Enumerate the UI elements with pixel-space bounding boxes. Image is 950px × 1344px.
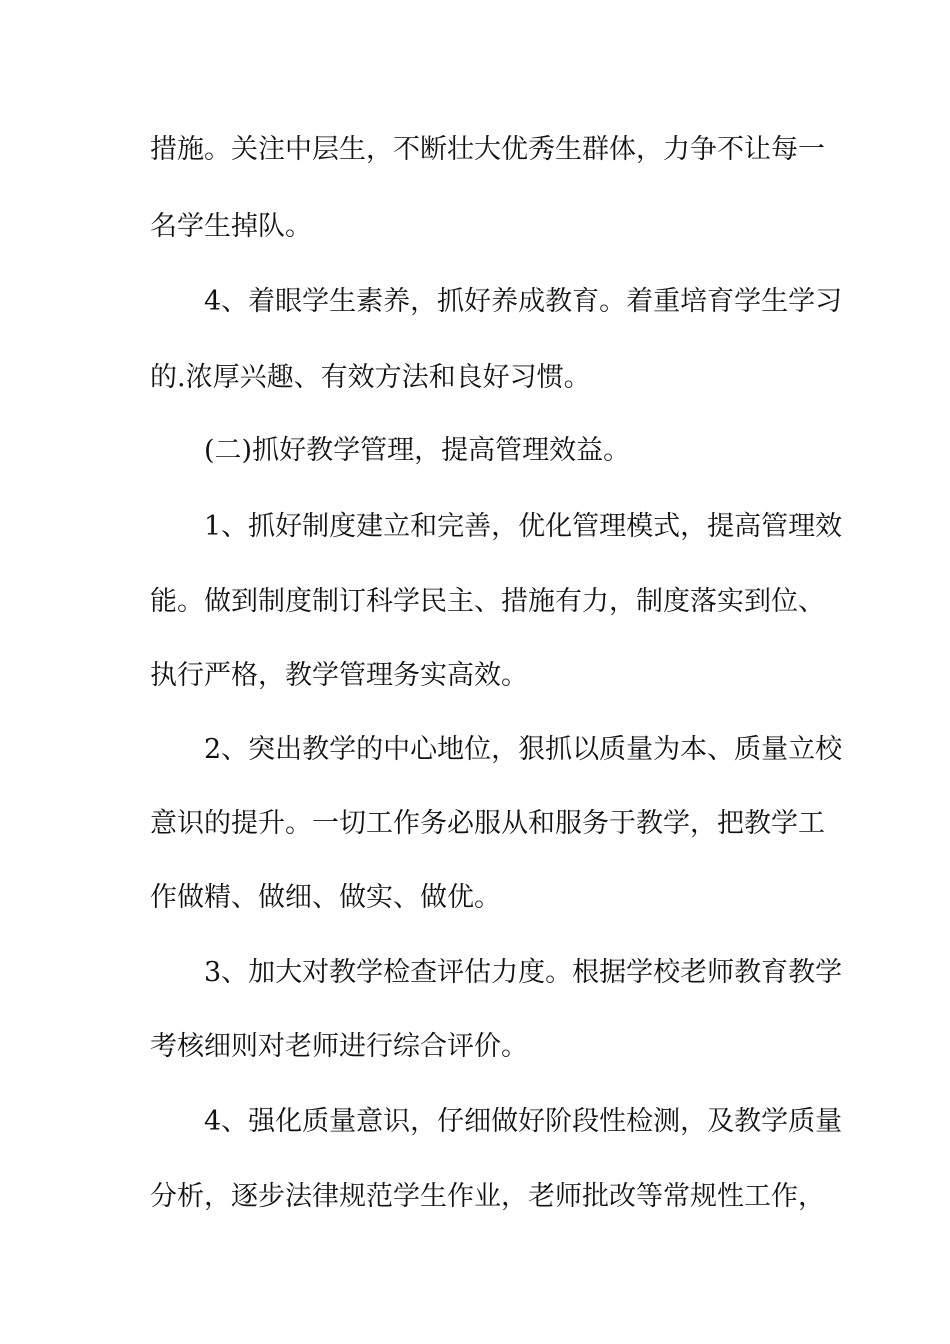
text-line: 3、加大对教学检查评估力度。根据学校老师教育教学	[204, 957, 843, 988]
text-line: 4、着眼学生素养，抓好养成教育。着重培育学生学习	[204, 286, 843, 317]
section-heading	[0, 429, 950, 473]
text-line: 考核细则对老师进行综合评价。	[150, 1031, 528, 1062]
text-line: 执行严格，教学管理务实高效。	[150, 660, 528, 691]
text-line-15	[0, 1175, 950, 1219]
text-line-11	[0, 876, 950, 920]
text-line-9	[0, 728, 950, 772]
text-line: 措施。关注中层生，不断壮大优秀生群体，力争不让每一	[150, 134, 825, 165]
text-line-1	[0, 128, 950, 172]
text-line-13	[0, 1025, 950, 1069]
text-line-10	[0, 802, 950, 846]
text-line: 1、抓好制度建立和完善，优化管理模式，提高管理效	[204, 511, 843, 542]
text-line-14	[0, 1100, 950, 1144]
text-line-2	[0, 205, 950, 249]
text-line-4	[0, 356, 950, 400]
text-line: 能。做到制度制订科学民主、措施有力，制度落实到位、	[150, 586, 825, 617]
text-line-8	[0, 654, 950, 698]
text-line: 的.浓厚兴趣、有效方法和良好习惯。	[150, 362, 591, 393]
text-line-12	[0, 951, 950, 995]
text-line: 作做精、做细、做实、做优。	[150, 882, 501, 913]
text-line-6	[0, 505, 950, 549]
text-line: 分析，逐步法律规范学生作业，老师批改等常规性工作，	[150, 1181, 825, 1212]
text-line: 2、突出教学的中心地位，狠抓以质量为本、质量立校	[204, 734, 843, 765]
heading-text: (二)抓好教学管理，提高管理效益。	[204, 435, 631, 466]
text-line-7	[0, 580, 950, 624]
text-line: 意识的提升。一切工作务必服从和服务于教学，把教学工	[150, 808, 825, 839]
text-line: 4、强化质量意识，仔细做好阶段性检测，及教学质量	[204, 1106, 843, 1137]
text-line-3	[0, 280, 950, 324]
text-line: 名学生掉队。	[150, 211, 312, 242]
